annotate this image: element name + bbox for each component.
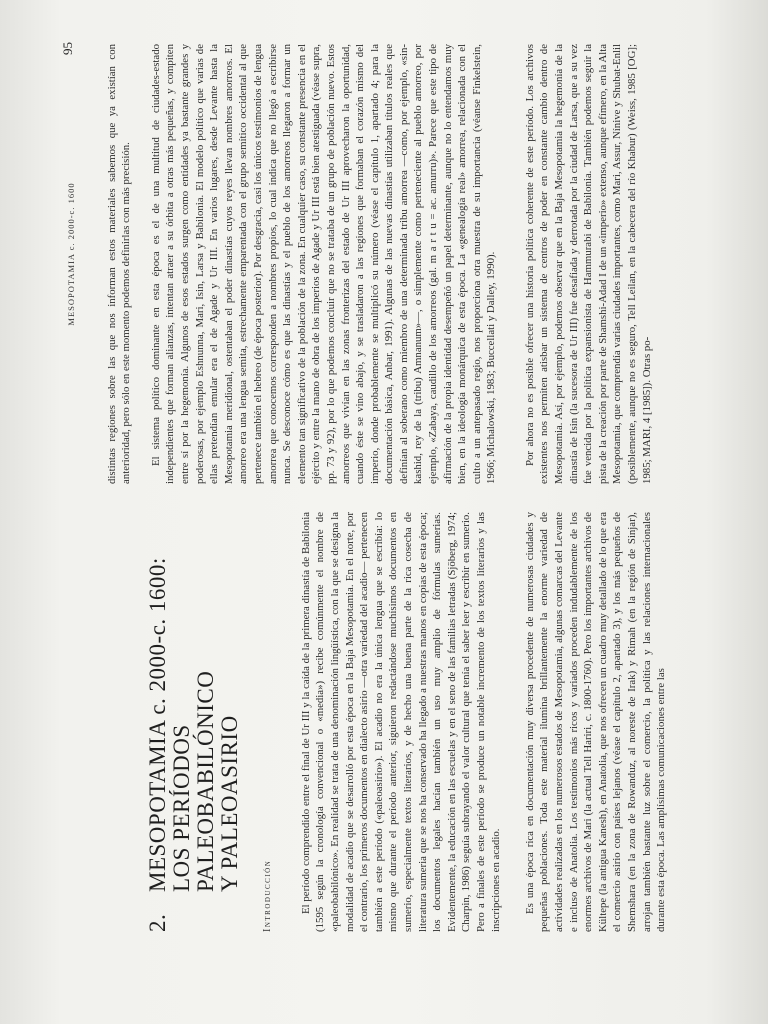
body-paragraph: distintas regiones sobre las que nos informan estos materiales sabemos que ya existían con anterioridad, pero sólo en este momento podemos definirlas con más precisión. xyxy=(105,44,133,484)
left-page xyxy=(40,512,740,992)
chapter-heading xyxy=(146,512,242,932)
chapter-title-line-2: LOS PERÍODOS PALEOBABILÓNICO xyxy=(169,670,218,892)
page-number: 95 xyxy=(60,42,75,55)
section-label: Introducción xyxy=(262,859,273,932)
chapter-title-line-1: MESOPOTAMIA c. 2000-c. 1600: xyxy=(145,557,170,892)
running-head: MESOPOTAMIA c. 2000-c. 1600 xyxy=(66,182,76,326)
body-paragraph: El sistema político dominante en esta época es el de una multitud de ciudades-estado independientes que forman alianzas, intentan atraer a su órbita a otras más pequeñas, y compiten entre sí por la hegemonía. Algunos de esos estados surgen como entidades ya bastante grandes y poderosas, por ejemplo Eshnunna, Mari, Isin, Larsa y Babilonia. El modelo político que varias de ellas pretendían emular era el de Agade y Ur III. En varios lugares, desde Levante hasta la Mesopotamia meridional, ostentaban el poder dinastías cuyos reyes llevan nombres amorreos. El amorreo era una lengua semita, estrechamente emparentada con el grupo semítico occidental al que pertenece también el hebreo (de época posterior). Por desgracia, casi los únicos testimonios de lengua amorrea que conocemos corresponden a nombres propios, lo cual indica que no llegó a escribirse nunca. Se desconoce cómo es que las dinastías y el pueblo de los amorreos llegaron a formar un elemento tan significativo de la población de la zona. En cualquier caso, su constante presencia en el ejército y entre la mano de obra de los imperios de Agade y Ur III está bien atestiguada (véase supra, pp. 73 y 92), por lo que podemos concluir que no se trataba de un grupo de población nuevo. Estos amorreos que vivían en las zonas fronterizas del estado de Ur III aprovecharon la oportunidad, cuando éste se vino abajo, y se trasladaron a las regiones que formaban el corazón mismo del imperio, donde probablemente se multiplicó su número (véase el capítulo 1, apartado 4; para la documentación básica, Anbar, 1991). Algunas de las nuevas dinastías utilizaban títulos reales que definían al soberano como miembro de una determinada tribu amorrea —como, por ejemplo, «sin-kashid, rey de la (tribu) Amnanum»—, o simplemente como perteneciente al pueblo amorreo, por ejemplo, «Zabaya, caudillo de los amorreos (gal. m a r t u = ac. amurru)». Parece que este tipo de afirmación de la propia identidad desempeñó un papel determinante, aunque no lo entendamos muy bien, en la ideología monárquica de esta época. La «genealogía real» amorrea, relacionada con el culto a un antepasado regio, nos proporciona otra muestra de su importancia (véanse Finkelstein, 1966; Michalowski, 1983; Buccellati y Dalley, 1990). xyxy=(149,44,498,484)
right-page xyxy=(40,24,740,504)
body-paragraph: Por ahora no es posible ofrecer una historia política coherente de este período. Los archivos existentes nos permiten atisbar un sistema de centros de poder en constante cambio dentro de Mesopotamia. Así, por ejemplo, podemos observar que en la Baja Mesopotamia la hegemonía de la dinastía de Isin (la sucesora de Ur III) fue desafiada y derrotada por la ciudad de Larsa, que a su vez fue vencida por la política expansionista de Hammurabi de Babilonia. También podemos seguir la pista de la creación por parte de Shamshi-Adad I de un «imperio» extenso, aunque efímero, en la Alta Mesopotamia, que comprendía varias ciudades importantes, como Mari, Assur, Nínive y Shubat-Enlil (posiblemente, aunque no es seguro, Tell Leilan, en la cabecera del río Khabur) (Weiss, 1985 [OG]; 1985; MARI, 4 [1985]). Otras po- xyxy=(523,44,653,484)
chapter-number: 2. xyxy=(145,913,170,932)
chapter-title-line-3: Y PALEOASIRIO xyxy=(217,715,242,892)
body-paragraph: El período comprendido entre el final de Ur III y la caída de la primera dinastía de Babilonia (1595 según la cronología convencional o «media») recibe comúnmente el nombre de «paleobabilónico». En realidad se trata de una denominación lingüística, con la que se designa la modalidad de acadio que se desarrolló por esta época en la Baja Mesopotamia. En el norte, por el contrario, los primeros documentos en dialecto asirio —otra variedad del acadio— pertenecen también a este período («paleoasirio»). El acadio no era la única lengua que se escribía: lo mismo que durante el período anterior, siguieron redactándose muchísimos documentos en sumerio, especialmente textos literarios, y de hecho una buena parte de la rica cosecha de literatura sumeria que se nos ha conservado ha llegado a nuestras manos en copias de esta época; los documentos legales hacían también un uso muy amplio de fórmulas sumerias. Evidentemente, la educación en las escuelas y en el seno de las familias letradas (Sjöberg, 1974; Charpin, 1986) seguía subrayando el valor cultural que tenía el saber leer y escribir en sumerio. Pero a finales de este período se produce un notable incremento de los textos literarios y las inscripciones en acadio. xyxy=(299,512,502,932)
body-paragraph: Es una época rica en documentación muy diversa procedente de numerosas ciudades y pequeñas poblaciones. Toda este material ilumina brillantemente la enorme variedad de actividades realizadas en los numerosos estados de Mesopotamia, algunas comarcas del Levante e incluso de Anatolia. Los testimonios más ricos y variados proceden indudablemente de los enormes archivos de Mari (la actual Tell Hariri, c. 1800-1760). Pero los importantes archivos de Kültepe (la antigua Kanesh), en Anatolia, que nos ofrecen un cuadro muy detallado de lo que era el comercio asirio con países lejanos (véase el capítulo 2, apartado 3), y los más pequeños de Shemshara (en la zona de Rowanduz, al noreste de Irak) y Rimah (en la región de Sinjar), arrojan también bastante luz sobre el comercio, la política y las relaciones internacionales durante esta época. Las amplísimas comunicaciones entre las xyxy=(523,512,668,932)
